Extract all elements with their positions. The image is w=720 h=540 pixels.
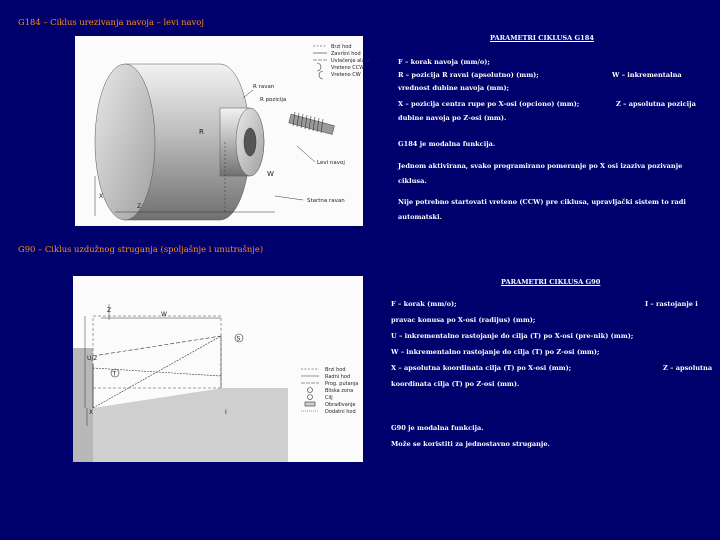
svg-text:Bliska zona: Bliska zona <box>325 388 354 394</box>
svg-text:Startna ravan: Startna ravan <box>307 198 345 204</box>
svg-text:Dodatni hod: Dodatni hod <box>325 409 356 415</box>
svg-text:Uvlačenje alata: Uvlačenje alata <box>331 58 370 64</box>
svg-text:Brzi hod: Brzi hod <box>325 367 346 373</box>
svg-text:Brzi hod: Brzi hod <box>331 44 352 50</box>
section2-params-title: PARAMETRI CIKLUSA G90 <box>501 278 601 286</box>
param-line: automatski. <box>398 213 442 221</box>
param-line: Z – apsolutna pozicija <box>616 100 696 108</box>
param-line: Nije potrebno startovati vreteno (CCW) pre ciklusa, upravljački sistem to radi <box>398 198 686 206</box>
param-line: F – korak (mm/o); <box>391 300 457 308</box>
svg-text:X: X <box>89 409 94 416</box>
svg-text:Z: Z <box>137 203 142 210</box>
svg-text:Levi navoj: Levi navoj <box>317 160 345 166</box>
section2-heading: G90 – Ciklus uzdužnog struganja (spoljašnje i unutrašnje) <box>18 244 264 254</box>
svg-text:U/2: U/2 <box>87 355 98 362</box>
svg-text:T: T <box>112 370 117 378</box>
param-line: ciklusa. <box>398 177 427 185</box>
param-line: Z – apsolutna <box>663 364 713 372</box>
param-line: W – inkrementalna <box>612 71 682 79</box>
svg-text:X: X <box>99 193 104 200</box>
param-line: F – korak navoja (mm/o); <box>398 58 490 66</box>
param-line: I – rastojanje i <box>645 300 698 308</box>
svg-text:W: W <box>161 311 167 318</box>
param-line: vrednost dubine navoja (mm); <box>398 84 510 92</box>
svg-text:I: I <box>225 409 227 416</box>
turning-cycle-figure <box>73 276 363 462</box>
svg-text:Z: Z <box>107 307 112 314</box>
svg-text:Završni hod: Završni hod <box>331 51 361 57</box>
svg-text:Obrađivanje: Obrađivanje <box>325 402 356 408</box>
figure-legend <box>325 367 358 415</box>
param-line: X – apsolutna koordinata cilja (T) po X-osi (mm); <box>391 364 572 372</box>
figure-legend <box>331 44 370 78</box>
section2-parameters <box>391 276 720 456</box>
param-line: dubine navoja po Z-osi (mm). <box>398 114 507 122</box>
param-line: G184 je modalna funkcija. <box>398 140 496 148</box>
svg-text:R ravan: R ravan <box>253 84 275 90</box>
param-line: R – pozicija R ravni (apsolutno) (mm); <box>398 71 539 79</box>
tap-tool <box>289 112 335 134</box>
section1-parameters <box>398 32 720 232</box>
threading-cycle-figure <box>75 36 370 226</box>
svg-text:S: S <box>236 335 241 343</box>
param-line: U – inkrementalno rastojanje do cilja (T) po X-osi (pre-nik) (mm); <box>391 332 634 340</box>
param-line: G90 je modalna funkcija. <box>391 424 484 432</box>
svg-text:Vreteno CW: Vreteno CW <box>331 72 361 78</box>
svg-text:Vreteno CCW: Vreteno CCW <box>331 65 365 71</box>
param-line: Jednom aktivirana, svako programirano pomeranje po X osi izaziva pozivanje <box>398 162 683 170</box>
svg-text:R pozicija: R pozicija <box>260 97 287 103</box>
param-line: Može se koristiti za jednostavno struganje. <box>391 440 550 448</box>
section1-params-title: PARAMETRI CIKLUSA G184 <box>490 34 594 42</box>
svg-text:Radni hod: Radni hod <box>325 374 351 380</box>
param-line: pravac konusa po X-osi (radijus) (mm); <box>391 316 536 324</box>
svg-text:Cilj: Cilj <box>325 395 333 401</box>
param-line: X – pozicija centra rupe po X-osi (opciono) (mm); <box>398 100 580 108</box>
svg-text:R: R <box>199 128 204 136</box>
section1-heading: G184 – Ciklus urezivanja navoja – levi navoj <box>18 17 204 27</box>
param-line: W – inkrementalno rastojanje do cilja (T) po Z-osi (mm); <box>391 348 600 356</box>
svg-text:Prog. putanja: Prog. putanja <box>325 381 359 387</box>
svg-text:W: W <box>267 170 274 178</box>
param-line: koordinata cilja (T) po Z-osi (mm). <box>391 380 520 388</box>
